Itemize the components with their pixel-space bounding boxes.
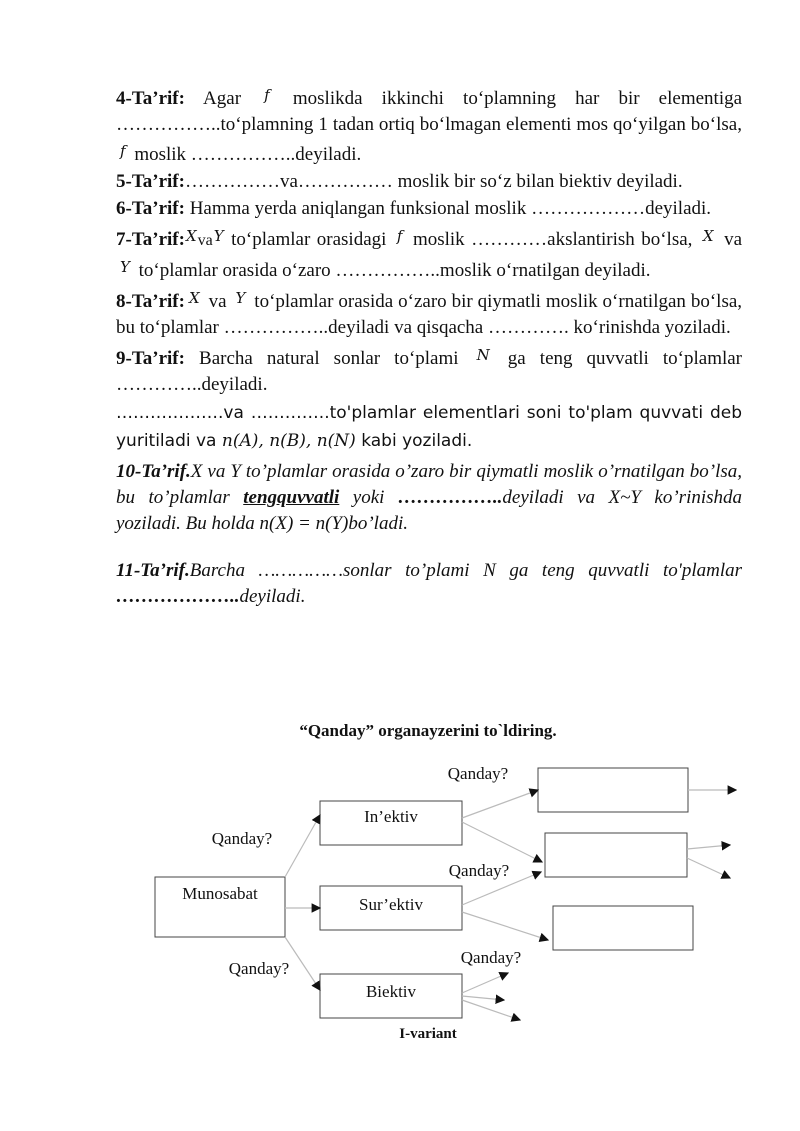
definition-8: 8-Ta’rif: $^X$ va $^Y$ to‘plamlar orasida o‘zaro bir qiymatli moslik o‘rnatilgan bo‘lsa, bu to‘plamlar ……………..deyiladi va qisqacha …………. ko‘rinishda yoziladi.	[116, 289, 743, 338]
cardinality-note: ……………….va …………..to'plamlar elementlari soni to'plam quvvati deb yuritiladi va n(A), n(B), n(N) kabi yoziladi.	[116, 403, 742, 451]
question-label: Qanday?	[460, 948, 522, 967]
definition-10: 10-Ta’rif.X va Y to’plamlar orasida o’zaro bir qiymatli moslik o’rnatilgan bo’lsa, bu to’plamlar tengquvvatli yoki ……………..deyiladi va X~Y ko’rinishda yoziladi. Bu holda n(X) = n(Y)bo’ladi.	[116, 461, 743, 534]
definition-6: 6-Ta’rif: Hamma yerda aniqlangan funksional moslik ………………deyiladi.	[116, 198, 712, 219]
definition-7: $7-Ta’rif:^Xva^Y$ to‘plamlar orasidagi $^f$ moslik …………akslantirish bo‘lsa, $^X$ va $^Y$ to‘plamlar orasida o‘zaro ……………..moslik o‘rnatilgan deyiladi.	[116, 227, 743, 281]
variant-label: I-variant	[399, 1026, 457, 1042]
svg-text:Sur’ektiv: Sur’ektiv	[359, 895, 423, 914]
definition-label: 4-Ta’rif:	[116, 88, 185, 109]
connector-root-bijective	[285, 937, 320, 990]
definition-11: 11-Ta’rif.Barcha ……………sonlar to’plami N ga teng quvvatli to'plamlar ………………..deyiladi.	[116, 560, 742, 607]
math-f: f	[120, 142, 126, 160]
definition-label: 5-Ta’rif:	[116, 171, 185, 192]
root-label: Munosabat	[182, 884, 258, 903]
definition-label: 10-Ta’rif.	[116, 461, 191, 482]
answer-box-2[interactable]	[545, 833, 687, 877]
definition-label: 6-Ta’rif:	[116, 198, 185, 219]
question-label: Qanday?	[211, 829, 273, 848]
answer-box-1[interactable]	[538, 768, 688, 812]
definition-label: 9-Ta’rif:	[116, 348, 185, 369]
definition-5: 5-Ta’rif:……………va…………… moslik bir so‘z bilan biektiv deyiladi.	[116, 171, 683, 192]
question-label: Qanday?	[447, 764, 509, 783]
svg-text:In’ektiv: In’ektiv	[364, 807, 418, 826]
answer-box-3[interactable]	[553, 906, 693, 950]
question-label: Qanday?	[228, 959, 290, 978]
question-label: Qanday?	[448, 861, 510, 880]
definition-label: 8-Ta’rif:	[116, 291, 185, 312]
definition-label: 7-Ta’rif:	[116, 229, 185, 250]
definition-label: 11-Ta’rif.	[116, 560, 190, 581]
math-f: f	[264, 86, 270, 104]
definition-4: 4-Ta’rif: Agar $^f$ moslikda ikkinchi to‘plamning har bir elementiga ……………..to‘plamning 1 tadan ortiq bo‘lmagan elementi mos qo‘yilgan bo‘lsa, $^f$ moslik ……………..deyiladi.	[116, 86, 743, 165]
organizer-title: “Qanday” organayzerini to`ldiring.	[299, 721, 557, 740]
definition-9: 9-Ta’rif: Barcha natural sonlar to‘plami $^N$ ga teng quvvatli to‘plamlar …………..deyiladi.	[116, 346, 743, 395]
svg-text:Biektiv: Biektiv	[365, 982, 417, 1001]
connector-root-injective	[285, 815, 320, 877]
